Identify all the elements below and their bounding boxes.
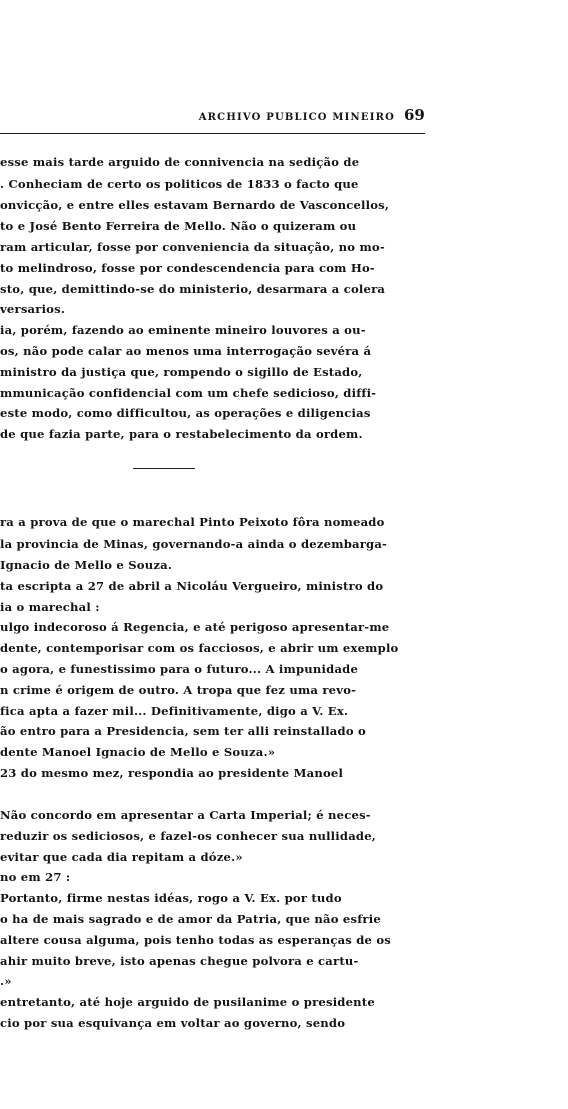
text-line: ão entro para a Presidencia, sem ter alli reinstallado o <box>0 724 366 738</box>
text-line: versarios. <box>0 302 66 316</box>
text-line: no em 27 : <box>0 870 71 884</box>
running-header: ARCHIVO PUBLICO MINEIRO <box>198 112 395 123</box>
text-line: ministro da justiça que, rompendo o sigillo de Estado, <box>0 365 363 379</box>
text-line: . Conheciam de certo os politicos de 1833 o facto que <box>0 177 359 191</box>
text-line: altere cousa alguma, pois tenho todas as esperanças de os <box>0 933 392 947</box>
text-line: la provincia de Minas, governando-a ainda o dezembarga- <box>0 537 388 551</box>
text-line: .» <box>0 974 12 988</box>
text-line: entretanto, até hoje arguido de pusilanime o presidente <box>0 995 375 1009</box>
text-line: 23 do mesmo mez, respondia ao presidente Manoel <box>0 766 344 780</box>
section-separator <box>133 468 195 469</box>
text-line: sto, que, demittindo-se do ministerio, desarmara a colera <box>0 282 386 296</box>
text-line: fica apta a fazer mil... Definitivamente, digo a V. Ex. <box>0 704 349 718</box>
text-line: o agora, e funestissimo para o futuro... A impunidade <box>0 662 359 676</box>
text-line: esse mais tarde arguido de connivencia na sedição de <box>0 155 360 169</box>
text-line: evitar que cada dia repitam a dóze.» <box>0 850 243 864</box>
text-line: cio por sua esquivança em voltar ao governo, sendo <box>0 1016 346 1030</box>
text-line: este modo, como difficultou, as operações e diligencias <box>0 406 371 420</box>
text-line: ra a prova de que o marechal Pinto Peixoto fôra nomeado <box>0 515 385 529</box>
text-line: dente, contemporisar com os facciosos, e abrir um exemplo <box>0 641 399 655</box>
text-line: ulgo indecoroso á Regencia, e até perigoso apresentar-me <box>0 620 390 634</box>
text-line: Não concordo em apresentar a Carta Imperial; é neces- <box>0 808 371 822</box>
text-line: onvicção, e entre elles estavam Bernardo de Vasconcellos, <box>0 198 390 212</box>
text-line: os, não pode calar ao menos uma interrogação sevéra á <box>0 344 372 358</box>
text-line: to melindroso, fosse por condescendencia para com Ho- <box>0 261 375 275</box>
text-line: Ignacio de Mello e Souza. <box>0 558 173 572</box>
text-line: de que fazia parte, para o restabelecimento da ordem. <box>0 427 363 441</box>
header-rule <box>0 133 425 134</box>
text-line: o ha de mais sagrado e de amor da Patria, que não esfrie <box>0 912 381 926</box>
text-line: dente Manoel Ignacio de Mello e Souza.» <box>0 745 276 759</box>
text-line: ia, porém, fazendo ao eminente mineiro louvores a ou- <box>0 323 366 337</box>
text-line: to e José Bento Ferreira de Mello. Não o quizeram ou <box>0 219 357 233</box>
text-line: Portanto, firme nestas idéas, rogo a V. Ex. por tudo <box>0 891 342 905</box>
text-line: ta escripta a 27 de abril a Nicoláu Vergueiro, ministro do <box>0 579 384 593</box>
text-line: ia o marechal : <box>0 600 100 614</box>
text-line: n crime é origem de outro. A tropa que fez uma revo- <box>0 683 357 697</box>
text-line: ram articular, fosse por conveniencia da situação, no mo- <box>0 240 385 254</box>
text-line: ahir muito breve, isto apenas chegue polvora e cartu- <box>0 954 359 968</box>
page-number: 69 <box>404 106 425 124</box>
text-line: mmunicação confidencial com um chefe sedicioso, diffi- <box>0 386 377 400</box>
text-line: reduzir os sediciosos, e fazel-os conhecer sua nullidade, <box>0 829 377 843</box>
